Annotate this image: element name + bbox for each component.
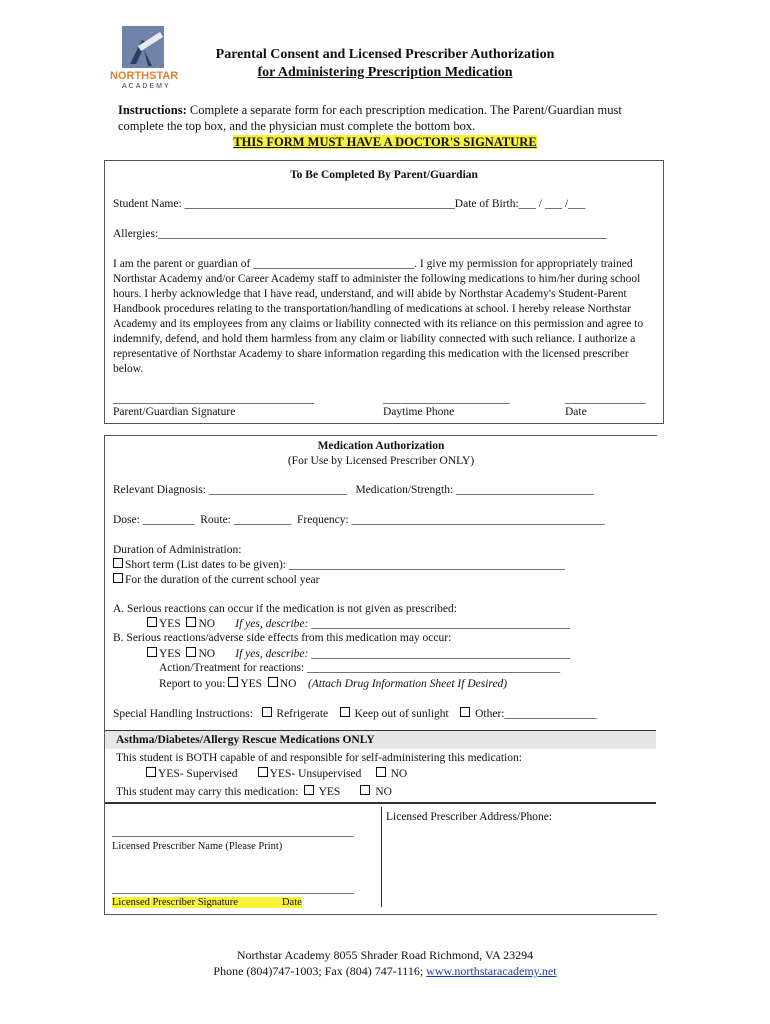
student-name-field[interactable]: Student Name: _______________________________________________Date of Birth:___ / ___ /___ [113, 198, 586, 210]
checkbox-icon[interactable] [147, 647, 157, 657]
checkbox-icon[interactable] [268, 677, 278, 687]
checkbox-icon[interactable] [186, 647, 196, 657]
date-label: Date [565, 406, 587, 418]
checkbox-icon[interactable] [262, 707, 272, 717]
checkbox-icon[interactable] [186, 617, 196, 627]
checkbox-icon[interactable] [258, 767, 268, 777]
diagnosis-medication-field[interactable]: Relevant Diagnosis: ________________________ Medication/Strength: ________________________ [113, 484, 595, 496]
full-year-option[interactable]: For the duration of the current school year [113, 573, 319, 586]
checkbox-icon[interactable] [228, 677, 238, 687]
checkbox-icon[interactable] [113, 558, 123, 568]
checkbox-icon[interactable] [360, 785, 370, 795]
prescriber-name-label: Licensed Prescriber Name (Please Print) [112, 841, 283, 852]
checkbox-icon[interactable] [113, 573, 123, 583]
footer-contact: Phone (804)747-1003; Fax (804) 747-1116; www.northstaracademy.net [213, 964, 557, 978]
special-handling[interactable]: Special Handling Instructions: Refrigerate Keep out of sunlight Other:________________ [113, 708, 597, 720]
instructions-text: Complete a separate form for each prescription medication. The Parent/Guardian must complete the top box, and the physician must complete the bottom box. [118, 103, 622, 133]
reactions-a-options[interactable]: YES NO If yes, describe: _____________________________________________ [147, 617, 570, 630]
prescriber-signature-line[interactable]: __________________________________________ [112, 883, 354, 895]
instructions-label: Instructions: [118, 103, 187, 117]
self-administer-text: This student is BOTH capable of and responsible for self-administering this medication: [116, 752, 522, 764]
footer-address: Northstar Academy 8055 Shrader Road Richmond, VA 23294 [236, 948, 534, 962]
short-term-option[interactable]: Short term (List dates to be given): ________________________________________________ [113, 558, 565, 571]
form-subtitle: for Administering Prescription Medication [257, 65, 513, 80]
carry-medication[interactable]: This student may carry this medication: YES NO [116, 786, 392, 798]
checkbox-icon[interactable] [147, 617, 157, 627]
dose-route-frequency-field[interactable]: Dose: _________ Route: __________ Frequency: ____________________________________________ [113, 514, 605, 526]
instructions [118, 102, 663, 134]
daytime-phone-line[interactable]: ______________________ [383, 393, 510, 405]
rescue-section-title: Asthma/Diabetes/Allergy Rescue Medications ONLY [116, 734, 375, 746]
prescriber-address-label: Licensed Prescriber Address/Phone: [386, 811, 553, 823]
website-link[interactable]: www.northstaracademy.net [426, 964, 557, 978]
checkbox-icon[interactable] [376, 767, 386, 777]
parent-guardian-section [104, 160, 664, 424]
daytime-phone-label: Daytime Phone [383, 406, 455, 418]
form-title: Parental Consent and Licensed Prescriber Authorization [215, 47, 555, 62]
parent-section-title: To Be Completed By Parent/Guardian [290, 169, 478, 181]
med-section-title: Medication Authorization [317, 440, 445, 452]
consent-paragraph: I am the parent or guardian of ____________________________. I give my permission for appropriately trained Northstar Academy and/or Career Academy staff to administer the following medications to him/her during school hours. I herby acknowledge that I have read, understand, and will abide by Northstar Academy's Student-Parent Handbook procedures relating to the transportation/handling of medications at school. I hereby release Northstar Academy and its employees from any claims or liability connected with its reliance on this permission and agree to indemnify, defend, and hold them harmless from any claim or liability connected with such reliance. I authorize a representative of Northstar Academy to share information regarding this medication with the licensed prescriber below. [113, 258, 644, 375]
logo-name: NORTHSTAR [110, 70, 179, 82]
action-treatment-field[interactable]: Action/Treatment for reactions: ____________________________________________ [159, 662, 561, 674]
divider [105, 802, 656, 804]
prescriber-date-label: Date [281, 897, 302, 908]
prescriber-divider [381, 807, 382, 907]
allergies-field[interactable]: Allergies:______________________________________________________________________________ [113, 228, 607, 240]
serious-reactions-b: B. Serious reactions/adverse side effects from this medication may occur: [113, 632, 452, 644]
checkbox-icon[interactable] [460, 707, 470, 717]
date-line[interactable]: ______________ [565, 393, 646, 405]
parent-signature-label: Parent/Guardian Signature [113, 406, 236, 418]
logo-subname: ACADEMY [122, 83, 171, 90]
prescriber-signature-label: Licensed Prescriber Signature Date [112, 897, 302, 908]
checkbox-icon[interactable] [304, 785, 314, 795]
parent-signature-line[interactable]: ___________________________________ [113, 393, 315, 405]
duration-label: Duration of Administration: [113, 544, 242, 556]
prescriber-name-line[interactable]: __________________________________________ [112, 826, 354, 838]
med-section-subtitle: (For Use by Licensed Prescriber ONLY) [287, 455, 475, 467]
serious-reactions-a: A. Serious reactions can occur if the medication is not given as prescribed: [113, 603, 457, 615]
self-administer-options[interactable]: YES- Supervised YES- Unsupervised NO [146, 767, 407, 780]
report-options[interactable]: Report to you: YES NO (Attach Drug Information Sheet If Desired) [159, 678, 508, 690]
reactions-b-options[interactable]: YES NO If yes, describe: _____________________________________________ [147, 647, 570, 660]
checkbox-icon[interactable] [340, 707, 350, 717]
doctor-signature-warning: THIS FORM MUST HAVE A DOCTOR'S SIGNATURE [233, 135, 537, 149]
checkbox-icon[interactable] [146, 767, 156, 777]
